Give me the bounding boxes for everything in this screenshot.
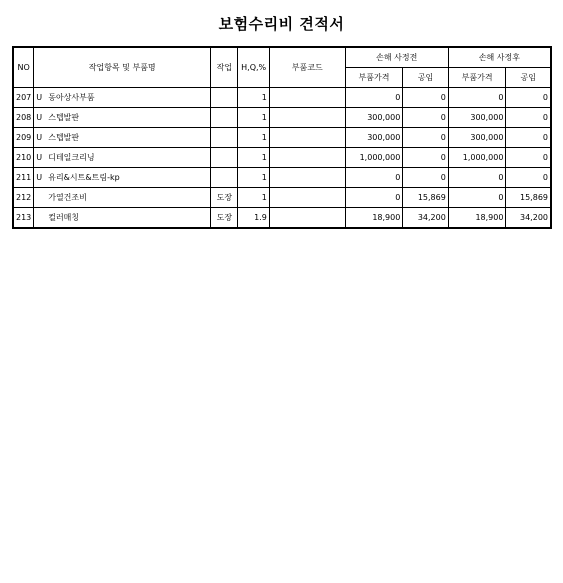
row-code <box>269 148 345 168</box>
header-after-part-price: 부품가격 <box>448 68 506 88</box>
row-before-price: 300,000 <box>345 128 403 148</box>
row-after-labor: 0 <box>506 168 551 188</box>
row-after-labor: 0 <box>506 108 551 128</box>
header-work: 작업 <box>211 48 238 88</box>
row-item <box>34 168 211 188</box>
row-after-labor: 15,869 <box>506 188 551 208</box>
row-hq: 1 <box>238 128 269 148</box>
row-hq: 1 <box>238 148 269 168</box>
row-before-labor: 0 <box>403 148 449 168</box>
row-no: 207 <box>14 88 34 108</box>
row-item <box>34 88 211 108</box>
row-hq: 1 <box>238 168 269 188</box>
row-after-price: 18,900 <box>448 208 506 228</box>
row-name: 스텝발판 <box>48 113 80 122</box>
row-after-price: 0 <box>448 188 506 208</box>
table-header <box>14 48 551 88</box>
row-flag: U <box>36 173 43 182</box>
row-work <box>211 128 238 148</box>
row-before-labor: 34,200 <box>403 208 449 228</box>
row-name: 가열건조비 <box>48 193 87 202</box>
header-hq: H,Q,% <box>238 48 269 88</box>
row-flag: U <box>36 133 43 142</box>
row-no: 210 <box>14 148 34 168</box>
row-before-labor: 15,869 <box>403 188 449 208</box>
estimate-table <box>13 47 551 228</box>
table-row <box>14 88 551 108</box>
table-row <box>14 208 551 228</box>
row-no: 212 <box>14 188 34 208</box>
row-item <box>34 128 211 148</box>
row-name: 스텝발판 <box>48 133 80 142</box>
row-before-price: 0 <box>345 188 403 208</box>
row-hq: 1.9 <box>238 208 269 228</box>
table-row <box>14 148 551 168</box>
row-work <box>211 168 238 188</box>
row-flag: U <box>36 113 43 122</box>
header-no: NO <box>14 48 34 88</box>
header-after-labor: 공임 <box>506 68 551 88</box>
row-work: 도장 <box>211 188 238 208</box>
row-no: 213 <box>14 208 34 228</box>
row-hq: 1 <box>238 188 269 208</box>
document-title: 보험수리비 견적서 <box>218 15 345 33</box>
row-code <box>269 208 345 228</box>
header-item: 작업항목 및 부품명 <box>34 48 211 88</box>
row-name: 동아상사부품 <box>48 93 95 102</box>
row-no: 211 <box>14 168 34 188</box>
row-before-labor: 0 <box>403 108 449 128</box>
row-flag: U <box>36 153 43 162</box>
row-code <box>269 168 345 188</box>
row-name: 컬러매칭 <box>48 213 80 222</box>
header-before-group: 손해 사정전 <box>345 48 448 68</box>
row-before-labor: 0 <box>403 88 449 108</box>
row-after-labor: 0 <box>506 128 551 148</box>
row-work <box>211 148 238 168</box>
row-after-price: 0 <box>448 168 506 188</box>
table-row <box>14 108 551 128</box>
row-after-labor: 0 <box>506 88 551 108</box>
row-item <box>34 108 211 128</box>
row-work <box>211 108 238 128</box>
table-row <box>14 128 551 148</box>
table-row <box>14 188 551 208</box>
table-body <box>14 88 551 228</box>
row-code <box>269 188 345 208</box>
row-code <box>269 128 345 148</box>
table-row <box>14 168 551 188</box>
row-no: 209 <box>14 128 34 148</box>
row-hq: 1 <box>238 108 269 128</box>
header-before-part-price: 부품가격 <box>345 68 403 88</box>
row-after-price: 300,000 <box>448 108 506 128</box>
row-name: 디테일크리닝 <box>48 153 95 162</box>
row-before-price: 1,000,000 <box>345 148 403 168</box>
row-before-labor: 0 <box>403 128 449 148</box>
row-before-price: 0 <box>345 168 403 188</box>
row-after-labor: 34,200 <box>506 208 551 228</box>
row-work <box>211 88 238 108</box>
row-flag: U <box>36 93 43 102</box>
row-after-price: 300,000 <box>448 128 506 148</box>
row-before-labor: 0 <box>403 168 449 188</box>
header-part-code: 부품코드 <box>269 48 345 88</box>
row-name: 유리&시트&트림-kp <box>48 173 120 182</box>
header-after-group: 손해 사정후 <box>448 48 550 68</box>
row-item <box>34 148 211 168</box>
row-work: 도장 <box>211 208 238 228</box>
row-code <box>269 88 345 108</box>
row-item <box>34 208 211 228</box>
row-after-price: 0 <box>448 88 506 108</box>
row-before-price: 300,000 <box>345 108 403 128</box>
row-no: 208 <box>14 108 34 128</box>
row-after-labor: 0 <box>506 148 551 168</box>
row-before-price: 18,900 <box>345 208 403 228</box>
header-before-labor: 공임 <box>403 68 449 88</box>
row-before-price: 0 <box>345 88 403 108</box>
row-after-price: 1,000,000 <box>448 148 506 168</box>
row-code <box>269 108 345 128</box>
row-hq: 1 <box>238 88 269 108</box>
row-item <box>34 188 211 208</box>
